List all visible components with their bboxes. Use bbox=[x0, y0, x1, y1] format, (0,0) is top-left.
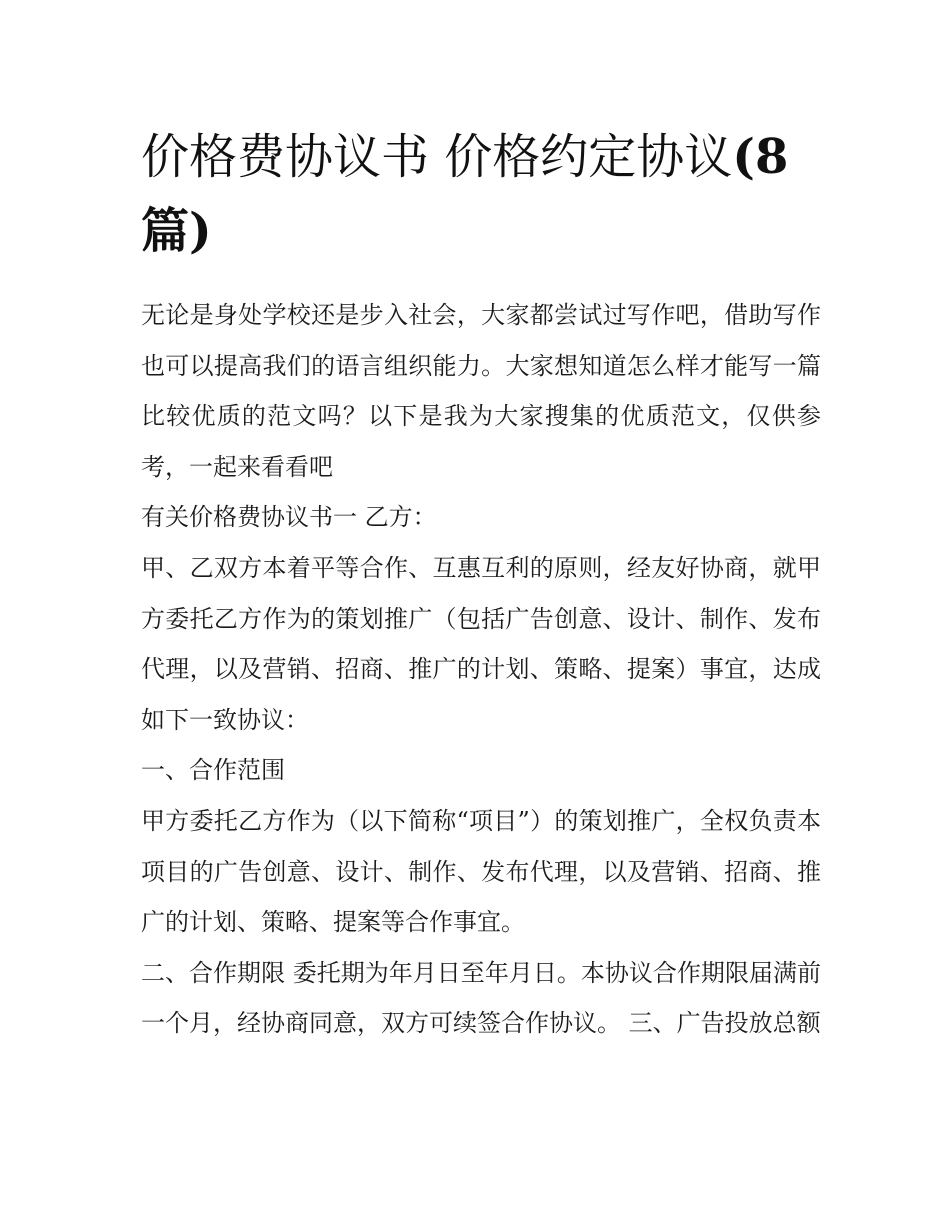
title-main: 价格费协议书 价格约定协议 bbox=[141, 129, 733, 185]
preamble-paragraph: 甲、乙双方本着平等合作、互惠互利的原则，经友好协商，就甲方委托乙方作为的策划推广（包括广告创意、设计、制作、发布代理，以及营销、招商、推广的计划、策略、提案）事宜，达成如下一致协议： bbox=[141, 553, 821, 734]
title-suffix: (8篇) bbox=[141, 129, 789, 259]
document-title bbox=[141, 120, 821, 268]
section-heading-agreement-one: 有关价格费协议书一 乙方： bbox=[141, 503, 437, 532]
cooperation-term-paragraph: 二、合作期限 委托期为年月日至年月日。本协议合作期限届满前一个月，经协商同意，双方可续签合作协议。 三、广告投放总额 bbox=[141, 958, 821, 1038]
cooperation-scope-paragraph: 甲方委托乙方作为（以下简称“项目”）的策划推广，全权负责本项目的广告创意、设计、制作、发布代理，以及营销、招商、推广的计划、策略、提案等合作事宜。 bbox=[141, 806, 821, 937]
clause-heading-cooperation-scope: 一、合作范围 bbox=[141, 756, 285, 785]
document-body bbox=[141, 120, 821, 1049]
intro-paragraph: 无论是身处学校还是步入社会，大家都尝试过写作吧，借助写作也可以提高我们的语言组织能力。大家想知道怎么样才能写一篇比较优质的范文吗？以下是我为大家搜集的优质范文，仅供参考，一起来看看吧 bbox=[141, 301, 821, 481]
